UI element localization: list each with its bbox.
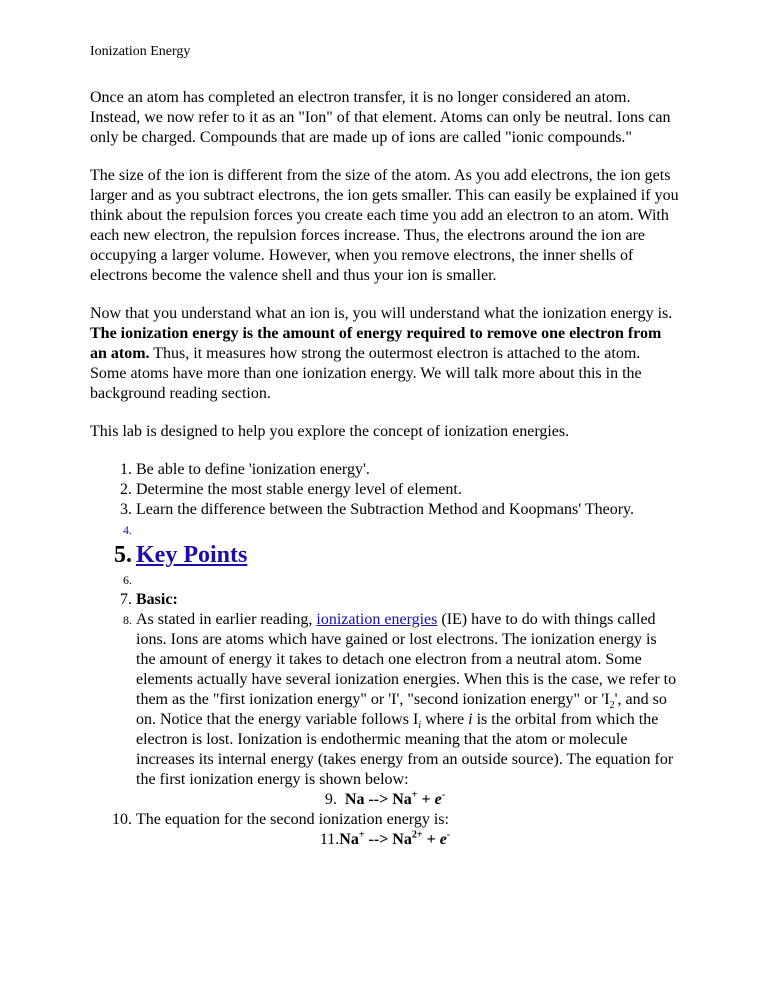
- document-body: [90, 88, 680, 850]
- equation-second-ionization: 11.Na+ --> $Na^{2+} + e^-$: [319, 829, 451, 848]
- paragraph-ion-size: The size of the ion is different from the size of the atom. As you add electrons, the ion gets larger and as you subtract electrons, the ion gets smaller. This can easily be explained if you think about the repulsion forces you create each time you add an electron to an atom. With each new electron, the repulsion forces increase. Thus, the electrons around the ion are occupying a larger volume. However, when you remove electrons, the inner shells of electrons become the valence shell and thus your ion is smaller.: [90, 167, 679, 284]
- list-item: 3. Learn the difference between the Subtraction Method and Koopmans' Theory.: [120, 501, 634, 518]
- list-item: 10. The equation for the second ionization energy is:: [112, 811, 449, 828]
- key-points-link[interactable]: Key Points: [136, 542, 248, 568]
- list-item: 2. Determine the most stable energy level of element.: [120, 481, 462, 498]
- paragraph-ions: Once an atom has completed an electron transfer, it is no longer considered an atom. Instead, we now refer to it as an "Ion" of that element. Atoms can only be neutral. Ions can only be charged. Compounds that are made up of ions are called "ionic compounds.": [90, 89, 671, 146]
- list-item: 8. As stated in earlier reading, ionization energies (IE) have to do with things called ions. Ions are atoms which have gained or lost electrons. The ionization energy is the amount of energy it takes to detach one electron from a neutral atom. Some elements actually have several ionization energies. When this is the case, we refer to them as the "first ionization energy" or 'I', "second ionization energy" or '$I_2$', and so on. Notice that the energy variable follows $I_i$ where i is the orbital from which the electron is lost. Ionization is endothermic meaning that the atom or molecule increases its internal energy (takes energy from an outside source). The equation for the first ionization energy is shown below:: [123, 611, 677, 788]
- paragraph-lab-intro: This lab is designed to help you explore the concept of ionization energies.: [90, 423, 570, 440]
- list-item: 1. Be able to define 'ionization energy'.: [120, 461, 370, 478]
- equation-first-ionization: 9. Na --> Na+ + e-: [324, 789, 446, 808]
- objectives-list: [90, 460, 680, 850]
- ionization-energies-link[interactable]: ionization energies: [316, 611, 438, 628]
- definition-bold: The ionization energy is the amount of energy required to remove one electron from an atom.: [90, 325, 662, 362]
- list-item: 7. Basic:: [120, 591, 178, 608]
- list-item-empty: 4.: [123, 523, 132, 537]
- list-item-heading: 5. Key Points: [114, 542, 248, 568]
- page-header: Ionization Energy: [90, 44, 191, 59]
- list-item-empty: 6.: [123, 573, 132, 587]
- paragraph-ionization-definition: Now that you understand what an ion is, you will understand what the ionization energy is. The ionization energy is the amount of energy required to remove one electron from an atom. Thus, it measures how strong the outermost electron is attached to the atom. Some atoms have more than one ionization energy. We will talk more about this in the background reading section.: [90, 305, 673, 402]
